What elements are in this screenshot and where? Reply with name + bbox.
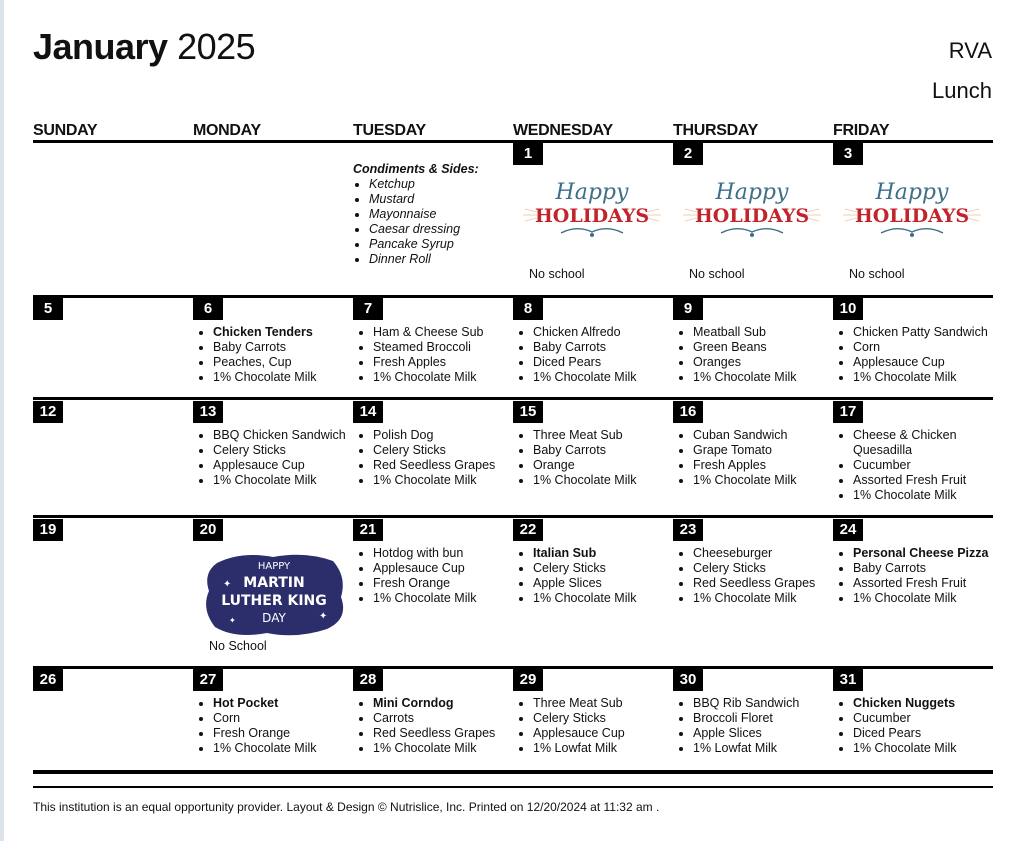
menu-item: • Carrots <box>373 711 495 726</box>
day-number: 21 <box>353 519 383 541</box>
weekday-header-friday: FRIDAY <box>833 122 890 139</box>
condiment-item: • Mayonnaise <box>369 207 479 222</box>
menu-item: • 1% Chocolate Milk <box>373 370 483 385</box>
day-number: 13 <box>193 401 223 423</box>
menu-list <box>517 325 637 385</box>
day-number: 28 <box>353 669 383 691</box>
day-cell <box>673 401 831 513</box>
menu-item: • Celery Sticks <box>373 443 495 458</box>
happy-script-text: Happy <box>875 180 949 205</box>
menu-item: • Chicken Nuggets <box>853 696 957 711</box>
day-cell <box>833 519 991 664</box>
condiment-item: • Caesar dressing <box>369 222 479 237</box>
weekday-header-tuesday: TUESDAY <box>353 122 426 139</box>
happy-script-text: Happy <box>715 180 789 205</box>
day-cell <box>33 401 191 513</box>
day-number: 23 <box>673 519 703 541</box>
menu-list <box>197 325 317 385</box>
svg-text:✦: ✦ <box>223 579 232 590</box>
day-cell <box>673 143 831 293</box>
day-cell <box>353 401 511 513</box>
day-cell <box>673 298 831 393</box>
day-number: 30 <box>673 669 703 691</box>
day-number: 14 <box>353 401 383 423</box>
menu-item: • 1% Chocolate Milk <box>533 370 637 385</box>
mlk-happy-text: HAPPY <box>257 561 291 572</box>
day-cell <box>673 669 831 767</box>
mlk-martin-text: MARTIN <box>243 575 305 591</box>
menu-list <box>197 696 317 756</box>
menu-list <box>357 428 495 488</box>
day-number: 19 <box>33 519 63 541</box>
day-number: 6 <box>193 298 223 320</box>
menu-item: • Red Seedless Grapes <box>693 576 815 591</box>
happy-holidays-badge-icon <box>681 175 823 241</box>
menu-item: • Fresh Orange <box>373 576 477 591</box>
mlk-day-badge-icon <box>201 549 347 639</box>
day-cell <box>193 669 351 767</box>
weekday-header-monday: MONDAY <box>193 122 261 139</box>
menu-item: • Steamed Broccoli <box>373 340 483 355</box>
day-number: 17 <box>833 401 863 423</box>
meal-type-label: Lunch <box>932 78 992 103</box>
menu-list <box>677 428 797 488</box>
day-cell <box>513 143 671 293</box>
menu-item: • Corn <box>853 340 988 355</box>
menu-item: • Apple Slices <box>693 726 799 741</box>
day-cell <box>833 401 991 513</box>
menu-item: • 1% Chocolate Milk <box>373 741 495 756</box>
menu-item: • Personal Cheese Pizza <box>853 546 988 561</box>
happy-script-text: Happy <box>555 180 629 205</box>
menu-item: • 1% Chocolate Milk <box>213 741 317 756</box>
menu-item: • 1% Chocolate Milk <box>853 370 988 385</box>
menu-item: • 1% Chocolate Milk <box>853 488 966 503</box>
day-number: 3 <box>833 143 863 165</box>
menu-item: • Grape Tomato <box>693 443 797 458</box>
menu-item: • Three Meat Sub <box>533 428 637 443</box>
menu-item: • 1% Chocolate Milk <box>533 473 637 488</box>
menu-list <box>677 546 815 606</box>
menu-item: • 1% Chocolate Milk <box>853 591 988 606</box>
menu-item: • 1% Chocolate Milk <box>213 473 346 488</box>
condiments-title: Condiments & Sides: <box>353 162 479 176</box>
menu-item: • Hotdog with bun <box>373 546 477 561</box>
menu-item: • Green Beans <box>693 340 797 355</box>
menu-item: • Celery Sticks <box>213 443 346 458</box>
happy-holidays-badge-icon <box>521 175 663 241</box>
menu-item: • Cucumber <box>853 458 966 473</box>
svg-text:✦: ✦ <box>319 611 328 622</box>
footer-disclaimer: This institution is an equal opportunity provider. Layout & Design © Nutrislice, Inc. Printed on 12/20/2024 at 11:32 am . <box>33 800 660 814</box>
menu-item: • Applesauce Cup <box>373 561 477 576</box>
menu-item: • Orange <box>533 458 637 473</box>
menu-item: • Peaches, Cup <box>213 355 317 370</box>
holidays-text: HOLIDAYS <box>534 205 650 227</box>
organization-label: RVA <box>948 38 992 63</box>
menu-item: • Applesauce Cup <box>853 355 988 370</box>
menu-item: • 1% Chocolate Milk <box>693 591 815 606</box>
day-cell <box>513 669 671 767</box>
no-school-note: No school <box>689 267 745 281</box>
year-label: 2025 <box>177 26 256 67</box>
day-number: 5 <box>33 298 63 320</box>
holidays-text: HOLIDAYS <box>854 205 970 227</box>
mlk-day-text: DAY <box>262 611 286 625</box>
day-number: 10 <box>833 298 863 320</box>
day-cell <box>833 143 991 293</box>
day-cell <box>513 298 671 393</box>
menu-item: • Baby Carrots <box>853 561 988 576</box>
menu-item: • 1% Chocolate Milk <box>213 370 317 385</box>
menu-list <box>837 696 957 756</box>
condiments-list <box>353 162 479 267</box>
menu-item: • 1% Lowfat Milk <box>533 741 625 756</box>
menu-item: • Ham & Cheese Sub <box>373 325 483 340</box>
menu-item: • Oranges <box>693 355 797 370</box>
svg-text:✦: ✦ <box>229 616 236 625</box>
footer-rule <box>33 786 993 788</box>
menu-item: • 1% Chocolate Milk <box>853 741 957 756</box>
menu-list <box>677 696 799 756</box>
day-cell <box>353 298 511 393</box>
condiment-item: • Dinner Roll <box>369 252 479 267</box>
no-school-note: No School <box>209 639 267 653</box>
condiment-item: • Mustard <box>369 192 479 207</box>
menu-item: • Meatball Sub <box>693 325 797 340</box>
menu-list <box>357 325 483 385</box>
menu-list <box>197 428 346 488</box>
day-number: 31 <box>833 669 863 691</box>
day-cell <box>33 669 191 767</box>
menu-item: • Applesauce Cup <box>533 726 625 741</box>
menu-item: • BBQ Rib Sandwich <box>693 696 799 711</box>
menu-item: • 1% Chocolate Milk <box>533 591 637 606</box>
menu-item: • 1% Chocolate Milk <box>693 370 797 385</box>
day-cell <box>833 669 991 767</box>
day-cell <box>673 519 831 664</box>
menu-item: • Fresh Orange <box>213 726 317 741</box>
day-cell <box>353 669 511 767</box>
day-number: 29 <box>513 669 543 691</box>
menu-item: • Baby Carrots <box>213 340 317 355</box>
menu-list <box>837 325 988 385</box>
mlk-luther-king-text: LUTHER KING <box>221 593 327 609</box>
day-number: 9 <box>673 298 703 320</box>
day-number: 22 <box>513 519 543 541</box>
menu-item: • Red Seedless Grapes <box>373 458 495 473</box>
menu-item: • Applesauce Cup <box>213 458 346 473</box>
menu-item: • Cheese & Chicken <box>853 428 966 443</box>
menu-item: • Chicken Tenders <box>213 325 317 340</box>
day-cell <box>193 298 351 393</box>
holidays-text: HOLIDAYS <box>694 205 810 227</box>
day-cell <box>33 519 191 664</box>
week-divider <box>33 515 993 518</box>
day-number: 26 <box>33 669 63 691</box>
weekday-header-wednesday: WEDNESDAY <box>513 122 613 139</box>
menu-list <box>677 325 797 385</box>
menu-item: • Polish Dog <box>373 428 495 443</box>
happy-holidays-badge-icon <box>841 175 983 241</box>
menu-item: • Mini Corndog <box>373 696 495 711</box>
day-cell <box>513 401 671 513</box>
no-school-note: No school <box>849 267 905 281</box>
day-number: 2 <box>673 143 703 165</box>
menu-item: • 1% Chocolate Milk <box>373 473 495 488</box>
menu-list <box>837 428 966 503</box>
day-number: 1 <box>513 143 543 165</box>
menu-item: • Broccoli Floret <box>693 711 799 726</box>
menu-item: • Hot Pocket <box>213 696 317 711</box>
menu-item: • Red Seedless Grapes <box>373 726 495 741</box>
condiment-item: • Pancake Syrup <box>369 237 479 252</box>
day-number: 8 <box>513 298 543 320</box>
menu-item: • Three Meat Sub <box>533 696 625 711</box>
day-cell <box>353 519 511 664</box>
menu-list <box>357 696 495 756</box>
menu-item-continuation: Quesadilla <box>853 443 913 457</box>
menu-item: • Corn <box>213 711 317 726</box>
menu-item: • Cucumber <box>853 711 957 726</box>
menu-item: • Chicken Alfredo <box>533 325 637 340</box>
day-number: 20 <box>193 519 223 541</box>
menu-item: • 1% Lowfat Milk <box>693 741 799 756</box>
menu-list <box>517 696 625 756</box>
week-divider <box>33 397 993 400</box>
no-school-note: No school <box>529 267 585 281</box>
menu-item: • Apple Slices <box>533 576 637 591</box>
weekday-header-thursday: THURSDAY <box>673 122 759 139</box>
menu-item: • Baby Carrots <box>533 340 637 355</box>
menu-item: • Assorted Fresh Fruit <box>853 473 966 488</box>
menu-item: • Italian Sub <box>533 546 637 561</box>
day-cell <box>833 298 991 393</box>
menu-item: • Fresh Apples <box>693 458 797 473</box>
calendar-bottom-rule <box>33 770 993 774</box>
day-number: 7 <box>353 298 383 320</box>
menu-list <box>357 546 477 606</box>
month-label: January <box>33 26 168 67</box>
menu-item: • Chicken Patty Sandwich <box>853 325 988 340</box>
menu-item: • Assorted Fresh Fruit <box>853 576 988 591</box>
menu-item: • Diced Pears <box>533 355 637 370</box>
menu-item: • Celery Sticks <box>533 711 625 726</box>
menu-item: • Diced Pears <box>853 726 957 741</box>
menu-list <box>517 428 637 488</box>
left-edge-bar <box>0 0 4 841</box>
day-cell <box>193 401 351 513</box>
menu-list <box>837 546 988 606</box>
menu-item: • Cuban Sandwich <box>693 428 797 443</box>
menu-item: • Celery Sticks <box>693 561 815 576</box>
day-number: 15 <box>513 401 543 423</box>
menu-item: • BBQ Chicken Sandwich <box>213 428 346 443</box>
menu-item: • Cheeseburger <box>693 546 815 561</box>
menu-list <box>517 546 637 606</box>
condiments-box <box>353 162 511 282</box>
day-number: 12 <box>33 401 63 423</box>
day-number: 27 <box>193 669 223 691</box>
day-number: 24 <box>833 519 863 541</box>
day-cell <box>513 519 671 664</box>
menu-item: • 1% Chocolate Milk <box>373 591 477 606</box>
day-cell <box>33 298 191 393</box>
day-number: 16 <box>673 401 703 423</box>
condiment-item: • Ketchup <box>369 177 479 192</box>
menu-item: • Baby Carrots <box>533 443 637 458</box>
page-title <box>33 26 255 68</box>
menu-item: • Fresh Apples <box>373 355 483 370</box>
menu-item: • 1% Chocolate Milk <box>693 473 797 488</box>
weekday-header-sunday: SUNDAY <box>33 122 98 139</box>
menu-item: • Celery Sticks <box>533 561 637 576</box>
day-cell <box>193 519 351 664</box>
